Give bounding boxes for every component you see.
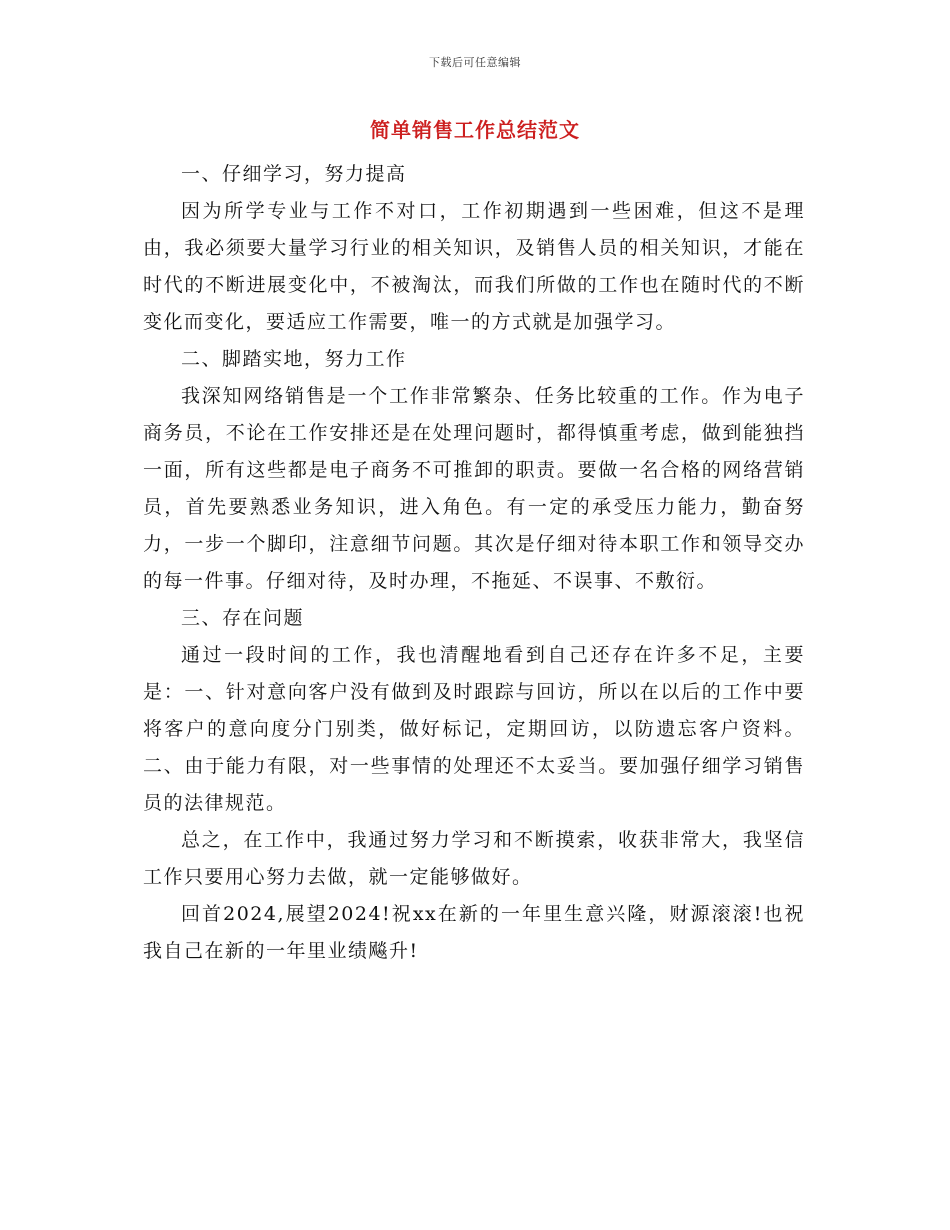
section-heading-3: 三、存在问题 (181, 607, 305, 629)
section-heading-2: 二、脚踏实地，努力工作 (181, 348, 407, 370)
paragraph-3: 通过一段时间的工作，我也清醒地看到自己还存在许多不足，主要是：一、针对意向客户没有做到及时跟踪与回访，所以在以后的工作中要将客户的意向度分门别类，做好标记，定期回访，以防遗忘客户资料。二、由于能力有限，对一些事情的处理还不太妥当。要加强仔细学习销售员的法律规范。 (143, 644, 805, 814)
paragraph-2: 我深知网络销售是一个工作非常繁杂、任务比较重的工作。作为电子商务员，不论在工作安排还是在处理问题时，都得慎重考虑，做到能独挡一面，所有这些都是电子商务不可推卸的职责。要做一名合格的网络营销员，首先要熟悉业务知识，进入角色。有一定的承受压力能力，勤奋努力，一步一个脚印，注意细节问题。其次是仔细对待本职工作和领导交办的每一件事。仔细对待，及时办理，不拖延、不误事、不敷衍。 (143, 385, 805, 592)
section-heading-1: 一、仔细学习，努力提高 (181, 163, 407, 185)
paragraph-conclusion: 总之，在工作中，我通过努力学习和不断摸索，收获非常大，我坚信工作只要用心努力去做，就一定能够做好。 (143, 829, 805, 888)
paragraph-1: 因为所学专业与工作不对口，工作初期遇到一些困难，但这不是理由，我必须要大量学习行业的相关知识，及销售人员的相关知识，才能在时代的不断进展变化中，不被淘汰，而我们所做的工作也在随时代的不断变化而变化，要适应工作需要，唯一的方式就是加强学习。 (143, 200, 805, 333)
document-title: 简单销售工作总结范文 (370, 118, 580, 142)
header-note: 下载后可任意编辑 (429, 56, 521, 69)
document-body (143, 156, 805, 970)
paragraph-closing: 回首2024,展望2024!祝xx在新的一年里生意兴隆，财源滚滚!也祝我自己在新的一年里业绩飚升! (143, 903, 805, 962)
